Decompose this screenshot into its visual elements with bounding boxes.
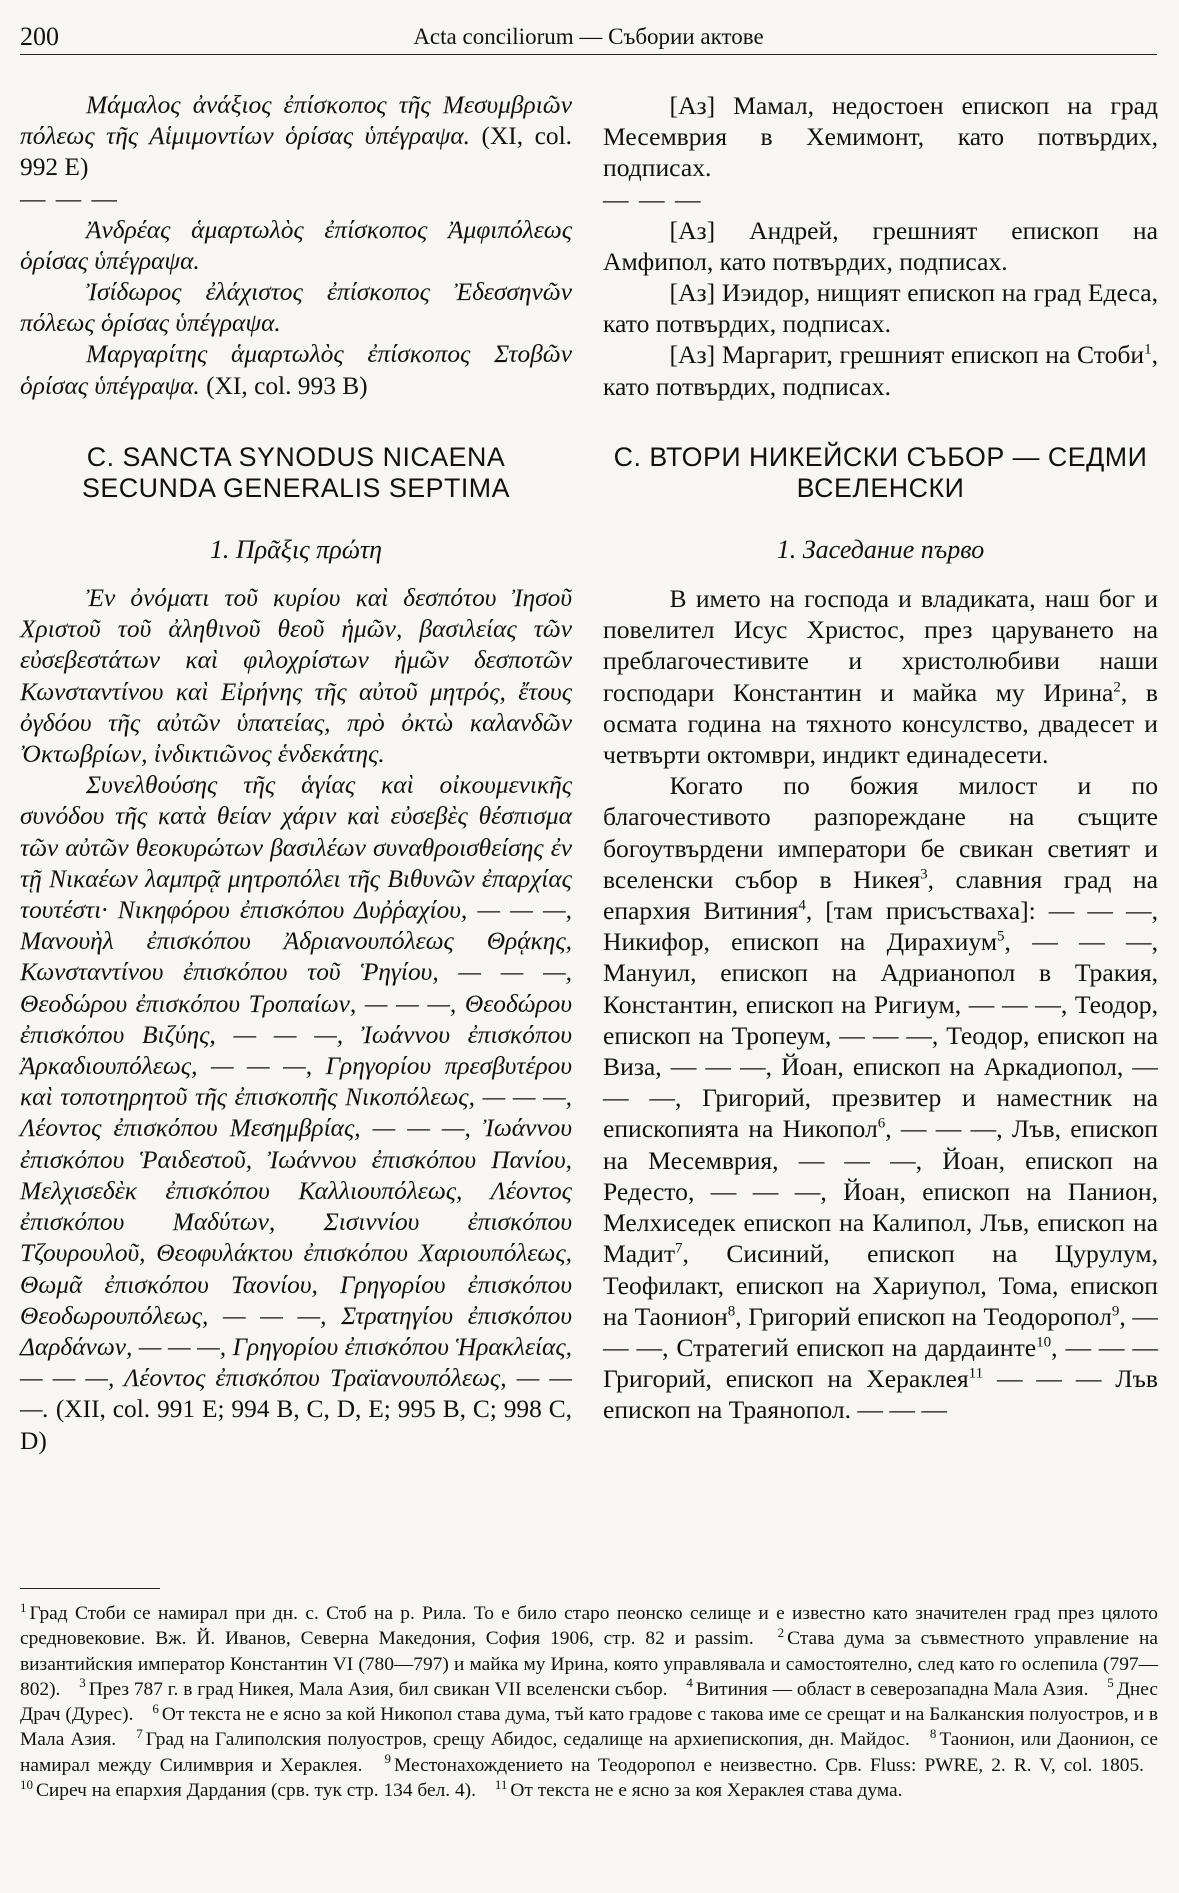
bulgarian-column [603, 90, 1158, 1426]
reference: (XII, col. 991 E; 994 B, C, D, E; 995 B, C; 998 C, D) [20, 1395, 572, 1455]
footnote-3: $^3$ През 787 г. в град Никея, Мала Азия, бил свикан VII вселенски събор. [79, 1675, 668, 1700]
page-header [20, 20, 1157, 55]
footnote-marker: 6 [877, 1115, 886, 1132]
footnote-marker: 1 [1144, 341, 1152, 358]
sub-title-greek: 1. Πρᾶξις πρώτη [209, 534, 383, 564]
bg-subscription-andrey: [Аз] Андрей, грешният епископ на Амфипол, като потвърдих, подписах. [603, 215, 1158, 276]
ellipsis-dash: — — — [20, 184, 119, 213]
bg-subscription-margarit: [Аз] Маргарит, грешният епископ на Стоби$^1$, като потвърдих, подписах. [603, 340, 1158, 401]
footnote-2: $^2$ Става дума за съвместното управление на византийския император Константин VI (780—797) и майка му Ирина, която управлявала и самостоятелно, след като го ослепила (797—802). [20, 1624, 1158, 1700]
footnote-rule [20, 1588, 160, 1589]
footnote-4: $^4$ Витиния — област в северозападна Мала Азия. [686, 1675, 1089, 1700]
greek-subscription-margarites: Μαργαρίτης ἁμαρτωλὸς ἐπίσκοπος Στοβῶν ὁρίσας ὑπέγραψα. (XI, col. 993 B) [20, 340, 572, 400]
greek-column [20, 90, 572, 1457]
footnote-8: $^8$ Таонион, или Даонион, се намирал между Силимврия и Хераклея. [20, 1726, 1158, 1776]
footnote-5: $^5$ Днес Драч (Дурес). [20, 1675, 1158, 1726]
footnote-7: $^7$ Град на Галиполския полуостров, срещу Абидос, седалище на архиепископия, дн. Майдос. [136, 1726, 910, 1751]
bg-subscription-mamal: [Аз] Мамал, недостоен епископ на град Месемврия в Хемимонт, като потвърдих, подписах. [603, 91, 1158, 183]
footnote-marker: 5 [997, 928, 1005, 945]
footnote-marker: 3 [920, 866, 928, 883]
footnote-marker: 4 [798, 897, 806, 914]
footnote-marker: 10 [1036, 1334, 1052, 1351]
reference: (XI, col. 992 E) [20, 122, 572, 182]
sub-title-bulgarian: 1. Заседание първо [776, 534, 985, 564]
greek-subscription-mamalos: Μάμαλος ἀνάξιος ἐπίσκοπος τῆς Μεσυμβριῶν πόλεως τῆς Αἱμιμοντίων ὁρίσας ὑπέγραψα. (XI, col. 992 E) [20, 91, 572, 182]
footnote-marker: 8 [727, 1303, 736, 1320]
footnote-marker: 11 [968, 1365, 984, 1382]
footnote-1: $^1$ Град Стоби се намирал при дн. с. Стоб на р. Рила. То е било старо пеонско селище и е известно като значителен град през цялото средновековие. Вж. Й. Иванов, Северна Македония, София 1906, стр. 82 и passim. [20, 1599, 1158, 1650]
bg-subscription-izidor: [Аз] Иэидор, нищият епископ на град Едеса, като потвърдих, подписах. [603, 278, 1158, 339]
greek-paragraph-opening: Ἐν ὀνόματι τοῦ κυρίου καὶ δεσπότου Ἰησοῦ Χριστοῦ τοῦ ἀληθινοῦ θεοῦ ἡμῶν, βασιλείας τῶν εὐσεβεστάτων καὶ φιλοχρίστων ἡμῶν δεσποτῶν Κωνσταντίνου καὶ Εἰρήνης τῆς αὐτοῦ μητρός, ἔτους ὀγδόου τῆς αὐτῶν ὑπατείας, πρὸ ὀκτὼ καλανδῶν Ὀκτωβρίων, ἰνδικτιῶνος ἑνδεκάτης. [20, 584, 572, 769]
running-title: Acta conciliorum — Събории актове [413, 24, 764, 49]
section-title-latin: C. SANCTA SYNODUS NICAENA SECUNDA GENERALIS SEPTIMA [82, 441, 510, 503]
footnote-10: $^{10}$ Сиреч на епархия Дардания (срв. тук стр. 134 бел. 4). [20, 1776, 476, 1802]
bg-paragraph-attendees: Когато по божия милост и по благочестивото разпореждане на същите богоутвърдени императори бе свикан светият и вселенски събор в Никея$^3$, славния град на епархия Витиния$^4$, [там присъстваха]: — — —, Никифор, епископ на Дирахиум$^5$, — — —, Мануил, епископ на Адрианопол в Тракия, Константин, епископ на Ригиум, — — —, Теодор, епископ на Тропеум, — — —, Теодор, епископ на Виза, — — —, Йоан, епископ на Аркадиопол, — — —, Григорий, презвитер и наместник на епископията на Никопол$^6$, — — —, Лъв, епископ на Месемврия, — — —, Йоан, епископ на Редесто, — — —, Йоан, епископ на Панион, Мелхиседек епископ на Калипол, Лъв, епископ на Мадит$^7$, Сисиний, епископ на Цурулум, Теофилакт, епископ на Хариупол, Тома, епископ на Таонион$^8$, Григорий епископ на Теодоропол$^9$, — — —, Стратегий епископ на дардаинте$^{10}$, — — — Григорий, епископ на Хераклея$^{11}$ — — — Лъв епископ на Траянопол. — — — [603, 771, 1159, 1425]
footnote-9: $^9$ Местонахождението на Теодоропол е неизвестно. Срв. Fluss: PWRE, 2. R. V, col. 1805. [384, 1751, 1144, 1776]
footnote-text [20, 1601, 1158, 1803]
greek-paragraph-attendees: Συνελθούσης τῆς ἁγίας καὶ οἰκουμενικῆς συνόδου τῆς κατὰ θείαν χάριν καὶ εὐσεβὲς θέσπισμα τῶν αὐτῶν θεοκυρώτων βασιλέων συναθροισθείσης ἐν τῇ Νικαέων λαμπρᾷ μητροπόλει τῆς Βιθυνῶν ἐπαρχίας τουτέστι· Νικηφόρου ἐπισκόπου Δυῤῥαχίου, — — —, Μανουὴλ ἐπισκόπου Ἀδριανουπόλεως Θρᾴκης, Κωνσταντίνου ἐπισκόπου τοῦ Ῥηγίου, — — —, Θεοδώρου ἐπισκόπου Τροπαίων, — — —, Θεοδώρου ἐπισκόπου Βιζύης, — — —, Ἰωάννου ἐπισκόπου Ἀρκαδιουπόλεως, — — —, Γρηγορίου πρεσβυτέρου καὶ τοποτηρητοῦ τῆς ἐπισκοπῆς Νικοπόλεως, — — —, Λέοντος ἐπισκόπου Μεσημβρίας, — — —, Ἰωάννου ἐπισκόπου Ῥαιδεστοῦ, Ἰωάννου ἐπισκόπου Πανίου, Μελχισεδὲκ ἐπισκόπου Καλλιουπόλεως, Λέοντος ἐπισκόπου Μαδύτων, Σισιννίου ἐπισκόπου Τζουρουλοῦ, Θεοφυλάκτου ἐπισκόπου Χαριουπόλεως, Θωμᾶ ἐπισκόπου Ταονίου, Γρηγορίου ἐπισκόπου Θεοδωρουπόλεως, — — —, Στρατηγίου ἐπισκόπου Δαρδάνων, — — —, Γρηγορίου ἐπισκόπου Ἡρακλείας, — — —, Λέοντος ἐπισκόπου Τραϊανουπόλεως, — — —. (XII, col. 991 E; 994 B, C, D, E; 995 B, C; 998 C, D) [20, 771, 572, 1455]
footnote-marker: 7 [675, 1240, 683, 1257]
bg-paragraph-opening: В името на господа и владиката, наш бог и повелител Исус Христос, през царуването на преблагочестивите и христолюбиви наши господари Константин и майка му Ирина$^2$, в осмата година на тяхното консулство, двадесет и четвърти октомври, индикт единадесети. [603, 584, 1158, 770]
greek-subscription-andreas: Ἀνδρέας ἁμαρτωλὸς ἐπίσκοπος Ἀμφιπόλεως ὁρίσας ὑπέγραψα. [20, 215, 572, 275]
footnote-marker: 2 [1113, 679, 1121, 696]
ellipsis-dash: — — — [603, 184, 703, 214]
footnotes [20, 1588, 1158, 1803]
section-title-bulgarian: C. ВТОРИ НИКЕЙСКИ СЪБОР — СЕДМИ ВСЕЛЕНСКИ [613, 441, 1148, 503]
page-number: 200 [20, 22, 59, 51]
footnote-6: $^6$ От текста не е ясно за кой Никопол става дума, тъй като градове с такова име се срещат и на Балканския полуостров, и в Мала Азия. [20, 1700, 1159, 1751]
greek-subscription-isidoros: Ἰσίδωρος ἐλάχιστος ἐπίσκοπος Ἐδεσσηνῶν πόλεως ὁρίσας ὑπέγραψα. [20, 278, 572, 338]
reference: (XI, col. 993 B) [206, 371, 368, 400]
footnote-11: $^{11}$ От текста не е ясно за коя Хераклея става дума. [494, 1776, 903, 1802]
footnote-marker: 9 [1111, 1303, 1120, 1320]
